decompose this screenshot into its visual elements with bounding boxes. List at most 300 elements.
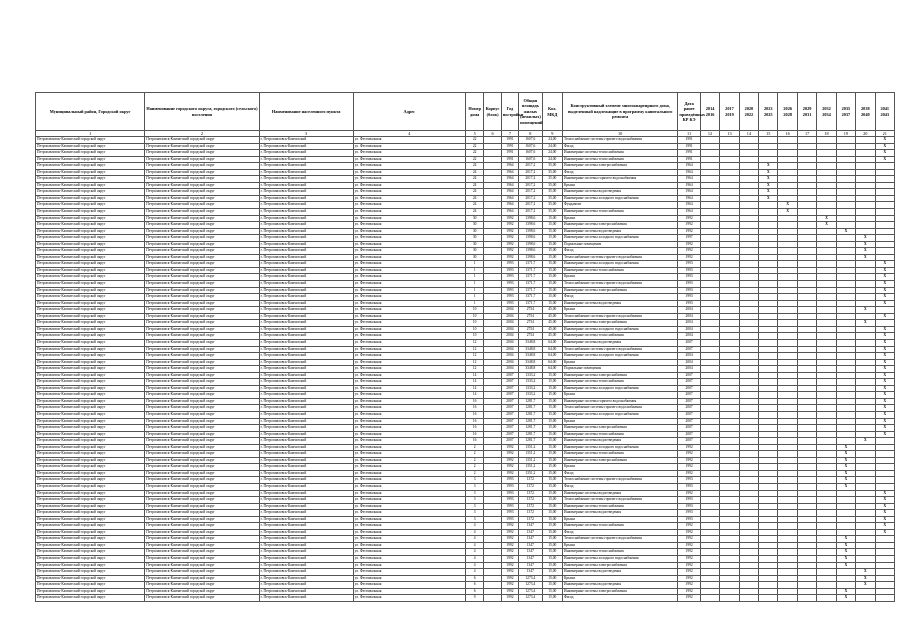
mkd-count-cell: 35,00 (542, 163, 562, 170)
prior-repair-cell: 1993 (678, 510, 700, 517)
settlement-cell: Петропавловск-Камчатский городской округ (145, 405, 259, 412)
prior-repair-cell: 1993 (678, 261, 700, 268)
settlement-cell: Петропавловск-Камчатский городской округ (145, 359, 259, 366)
mkd-count-cell: 15,00 (542, 595, 562, 602)
locality-cell: г. Петропавловск-Камчатский (259, 392, 353, 399)
prior-repair-cell: 2007 (678, 339, 700, 346)
mkd-count-cell: 35,00 (542, 189, 562, 196)
prior-repair-cell: 2007 (678, 405, 700, 412)
mkd-count-cell: 64,00 (542, 353, 562, 360)
district-cell: Петропавловск-Камчатский городской округ (36, 411, 145, 418)
settlement-cell: Петропавловск-Камчатский городской округ (145, 176, 259, 183)
column-header: Конструктивный элемент многоквартирного дома, выделенный надлежащие в программу капитального ремонта (562, 93, 677, 131)
build-year-cell: 1992 (501, 588, 518, 595)
build-year-cell: 1964 (501, 182, 518, 189)
area-cell: 1347 (519, 529, 542, 536)
area-cell: 1281,7 (519, 431, 542, 438)
locality-cell: г. Петропавловск-Камчатский (259, 385, 353, 392)
district-cell: Петропавловск-Камчатский городской округ (36, 307, 145, 314)
address-cell: ул. Фестивальная (353, 569, 465, 576)
district-cell: Петропавловск-Камчатский городской округ (36, 320, 145, 327)
period-mark-cell (759, 595, 778, 602)
element-cell: Инженерные системы холодного водоснабжения (562, 261, 677, 268)
prior-repair-cell: 2004 (678, 320, 700, 327)
house-number-cell: 12 (465, 366, 483, 373)
period-mark-cell: X (759, 195, 778, 202)
settlement-cell: Петропавловск-Камчатский городской округ (145, 215, 259, 222)
prior-repair-cell: 1992 (678, 451, 700, 458)
address-cell: ул. Фестивальная (353, 497, 465, 504)
mkd-count-cell: 15,00 (542, 483, 562, 490)
prior-repair-cell: 1993 (678, 281, 700, 288)
element-cell: Инженерные системы теплоснабжения (562, 379, 677, 386)
area-cell: 1333,2 (519, 372, 542, 379)
area-cell: 3348,8 (519, 346, 542, 353)
build-year-cell: 1964 (501, 195, 518, 202)
locality-cell: г. Петропавловск-Камчатский (259, 313, 353, 320)
house-number-cell: 1 (465, 267, 483, 274)
address-cell: ул. Фестивальная (353, 248, 465, 255)
settlement-cell: Петропавловск-Камчатский городской округ (145, 418, 259, 425)
period-mark-cell: X (856, 248, 875, 255)
locality-cell: г. Петропавловск-Камчатский (259, 510, 353, 517)
element-cell: Инженерные системы холодного водоснабжения (562, 411, 677, 418)
settlement-cell: Петропавловск-Камчатский городской округ (145, 156, 259, 163)
build-year-cell: 1991 (501, 143, 518, 150)
build-year-cell: 1992 (501, 451, 518, 458)
district-cell: Петропавловск-Камчатский городской округ (36, 562, 145, 569)
settlement-cell: Петропавловск-Камчатский городской округ (145, 372, 259, 379)
period-mark-cell: X (836, 588, 855, 595)
district-cell: Петропавловск-Камчатский городской округ (36, 222, 145, 229)
mkd-count-cell: 15,00 (542, 405, 562, 412)
area-cell: 1371,7 (519, 300, 542, 307)
district-cell: Петропавловск-Камчатский городской округ (36, 339, 145, 346)
address-cell: ул. Фестивальная (353, 398, 465, 405)
element-cell: Крыша (562, 464, 677, 471)
mkd-count-cell: 35,00 (542, 202, 562, 209)
house-number-cell: 30 (465, 215, 483, 222)
area-cell: 2754 (519, 313, 542, 320)
house-number-cell: 6 (465, 588, 483, 595)
build-year-cell: 1964 (501, 189, 518, 196)
address-cell: ул. Фестивальная (353, 503, 465, 510)
house-number-cell: 12 (465, 359, 483, 366)
house-number-cell: 10 (465, 326, 483, 333)
period-mark-cell: X (875, 366, 894, 373)
mkd-count-cell: 15,00 (542, 281, 562, 288)
house-number-cell: 2 (465, 470, 483, 477)
period-mark-cell (817, 595, 836, 602)
prior-repair-cell: 1992 (678, 542, 700, 549)
prior-repair-cell: 1993 (678, 300, 700, 307)
address-cell: ул. Фестивальная (353, 228, 465, 235)
area-cell: 1273,4 (519, 595, 542, 602)
house-number-cell: 24 (465, 189, 483, 196)
locality-cell: г. Петропавловск-Камчатский (259, 523, 353, 530)
settlement-cell: Петропавловск-Камчатский городской округ (145, 346, 259, 353)
mkd-count-cell: 64,00 (542, 346, 562, 353)
district-cell: Петропавловск-Камчатский городской округ (36, 549, 145, 556)
district-cell: Петропавловск-Камчатский городской округ (36, 425, 145, 432)
build-year-cell: 1993 (501, 477, 518, 484)
address-cell: ул. Фестивальная (353, 464, 465, 471)
address-cell: ул. Фестивальная (353, 490, 465, 497)
address-cell: ул. Фестивальная (353, 346, 465, 353)
district-cell: Петропавловск-Камчатский городской округ (36, 215, 145, 222)
address-cell: ул. Фестивальная (353, 300, 465, 307)
element-cell: Крыша (562, 359, 677, 366)
mkd-count-cell: 15,00 (542, 464, 562, 471)
address-cell: ул. Фестивальная (353, 320, 465, 327)
house-number-cell: 4 (465, 529, 483, 536)
district-cell: Петропавловск-Камчатский городской округ (36, 202, 145, 209)
mkd-count-cell: 15,00 (542, 457, 562, 464)
column-number: 16 (778, 131, 797, 137)
column-number: 20 (856, 131, 875, 137)
period-mark-cell: X (836, 483, 855, 490)
prior-repair-cell: 2004 (678, 326, 700, 333)
district-cell: Петропавловск-Камчатский городской округ (36, 182, 145, 189)
element-cell: Теплоснабжение системы горячего водоснабжения (562, 536, 677, 543)
house-number-cell: 14 (465, 385, 483, 392)
area-cell: 1398,6 (519, 241, 542, 248)
settlement-cell: Петропавловск-Камчатский городской округ (145, 483, 259, 490)
address-cell: ул. Фестивальная (353, 372, 465, 379)
element-cell: Инженерные системы водоотведения (562, 490, 677, 497)
mkd-count-cell: 35,00 (542, 169, 562, 176)
period-mark-cell: X (856, 582, 875, 589)
house-number-cell: 3 (465, 483, 483, 490)
house-number-cell: 4 (465, 536, 483, 543)
district-cell: Петропавловск-Камчатский городской округ (36, 575, 145, 582)
district-cell: Петропавловск-Камчатский городской округ (36, 313, 145, 320)
prior-repair-cell: 2007 (678, 425, 700, 432)
build-year-cell: 2007 (501, 418, 518, 425)
mkd-count-cell: 35,00 (542, 195, 562, 202)
locality-cell: г. Петропавловск-Камчатский (259, 503, 353, 510)
settlement-cell: Петропавловск-Камчатский городской округ (145, 267, 259, 274)
locality-cell: г. Петропавловск-Камчатский (259, 281, 353, 288)
element-cell: Инженерные системы водоотведения (562, 300, 677, 307)
element-cell: Фасад (562, 529, 677, 536)
house-number-cell: 1 (465, 300, 483, 307)
district-cell: Петропавловск-Камчатский городской округ (36, 150, 145, 157)
prior-repair-cell: 1992 (678, 595, 700, 602)
area-cell: 1273,4 (519, 582, 542, 589)
table-body (36, 137, 895, 602)
column-header: 2032 2034 (817, 93, 836, 131)
area-cell: 1372 (519, 497, 542, 504)
address-cell: ул. Фестивальная (353, 333, 465, 340)
period-mark-cell: X (836, 536, 855, 543)
house-number-cell: 3 (465, 516, 483, 523)
area-cell: 1398,6 (519, 222, 542, 229)
mkd-count-cell: 45,00 (542, 326, 562, 333)
settlement-cell: Петропавловск-Камчатский городской округ (145, 398, 259, 405)
district-cell: Петропавловск-Камчатский городской округ (36, 444, 145, 451)
element-cell: Инженерные системы теплоснабжения (562, 451, 677, 458)
house-number-cell: 14 (465, 372, 483, 379)
build-year-cell: 1992 (501, 215, 518, 222)
element-cell: Крыша (562, 542, 677, 549)
district-cell: Петропавловск-Камчатский городской округ (36, 457, 145, 464)
build-year-cell: 1993 (501, 294, 518, 301)
element-cell: Крыша (562, 418, 677, 425)
area-cell: 1281,7 (519, 398, 542, 405)
column-header: 2041 2043 (875, 93, 894, 131)
settlement-cell: Петропавловск-Камчатский городской округ (145, 425, 259, 432)
district-cell: Петропавловск-Камчатский городской округ (36, 582, 145, 589)
prior-repair-cell: 1993 (678, 483, 700, 490)
prior-repair-cell: 2004 (678, 359, 700, 366)
area-cell: 1281,7 (519, 425, 542, 432)
settlement-cell: Петропавловск-Камчатский городской округ (145, 536, 259, 543)
settlement-cell: Петропавловск-Камчатский городской округ (145, 195, 259, 202)
area-cell: 1607,6 (519, 150, 542, 157)
area-cell: 2017,2 (519, 209, 542, 216)
district-cell: Петропавловск-Камчатский городской округ (36, 143, 145, 150)
address-cell: ул. Фестивальная (353, 222, 465, 229)
mkd-count-cell: 15,00 (542, 575, 562, 582)
settlement-cell: Петропавловск-Камчатский городской округ (145, 529, 259, 536)
build-year-cell: 1992 (501, 228, 518, 235)
settlement-cell: Петропавловск-Камчатский городской округ (145, 470, 259, 477)
settlement-cell: Петропавловск-Камчатский городской округ (145, 222, 259, 229)
build-year-cell: 1992 (501, 529, 518, 536)
element-cell: Крыша (562, 182, 677, 189)
district-cell: Петропавловск-Камчатский городской округ (36, 516, 145, 523)
build-year-cell: 1964 (501, 209, 518, 216)
prior-repair-cell: 1992 (678, 215, 700, 222)
settlement-cell: Петропавловск-Камчатский городской округ (145, 497, 259, 504)
district-cell: Петропавловск-Камчатский городской округ (36, 294, 145, 301)
house-number-cell: 16 (465, 398, 483, 405)
period-mark-cell: X (856, 307, 875, 314)
period-mark-cell: X (875, 490, 894, 497)
locality-cell: г. Петропавловск-Камчатский (259, 254, 353, 261)
area-cell: 1371,7 (519, 267, 542, 274)
district-cell: Петропавловск-Камчатский городской округ (36, 300, 145, 307)
address-cell: ул. Фестивальная (353, 379, 465, 386)
area-cell: 2754 (519, 326, 542, 333)
mkd-count-cell: 35,00 (542, 182, 562, 189)
settlement-cell: Петропавловск-Камчатский городской округ (145, 457, 259, 464)
build-year-cell: 2007 (501, 405, 518, 412)
prior-repair-cell: 1991 (678, 150, 700, 157)
mkd-count-cell: 15,00 (542, 274, 562, 281)
element-cell: Инженерные системы электроснабжения (562, 320, 677, 327)
element-cell: Инженерные системы горячего водоснабжения (562, 398, 677, 405)
mkd-count-cell: 24,00 (542, 137, 562, 144)
prior-repair-cell: 2004 (678, 307, 700, 314)
element-cell: Инженерные системы теплоснабжения (562, 549, 677, 556)
area-cell: 2017,2 (519, 195, 542, 202)
locality-cell: г. Петропавловск-Камчатский (259, 248, 353, 255)
district-cell: Петропавловск-Камчатский городской округ (36, 398, 145, 405)
locality-cell: г. Петропавловск-Камчатский (259, 595, 353, 602)
column-number: 6 (484, 131, 501, 137)
locality-cell: г. Петропавловск-Камчатский (259, 477, 353, 484)
settlement-cell: Петропавловск-Камчатский городской округ (145, 150, 259, 157)
column-header: 2035 2037 (836, 93, 855, 131)
column-header: 2026 2028 (778, 93, 797, 131)
house-number-cell: 3 (465, 503, 483, 510)
build-year-cell: 2007 (501, 379, 518, 386)
period-mark-cell (797, 595, 816, 602)
period-mark-cell: X (817, 222, 836, 229)
house-number-cell: 24 (465, 202, 483, 209)
build-year-cell: 1992 (501, 248, 518, 255)
house-number-cell: 24 (465, 169, 483, 176)
settlement-cell: Петропавловск-Камчатский городской округ (145, 169, 259, 176)
element-cell: Инженерные системы водоотведения (562, 582, 677, 589)
house-number-cell: 3 (465, 490, 483, 497)
mkd-count-cell: 15,00 (542, 254, 562, 261)
prior-repair-cell: 1992 (678, 254, 700, 261)
mkd-count-cell: 45,00 (542, 333, 562, 340)
locality-cell: г. Петропавловск-Камчатский (259, 425, 353, 432)
district-cell: Петропавловск-Камчатский городской округ (36, 156, 145, 163)
prior-repair-cell: 2004 (678, 366, 700, 373)
area-cell: 1281,7 (519, 418, 542, 425)
settlement-cell: Петропавловск-Камчатский городской округ (145, 503, 259, 510)
settlement-cell: Петропавловск-Камчатский городской округ (145, 313, 259, 320)
house-number-cell: 1 (465, 261, 483, 268)
district-cell: Петропавловск-Камчатский городской округ (36, 529, 145, 536)
settlement-cell: Петропавловск-Камчатский городской округ (145, 451, 259, 458)
locality-cell: г. Петропавловск-Камчатский (259, 333, 353, 340)
locality-cell: г. Петропавловск-Камчатский (259, 169, 353, 176)
address-cell: ул. Фестивальная (353, 169, 465, 176)
district-cell: Петропавловск-Камчатский городской округ (36, 523, 145, 530)
mkd-count-cell: 15,00 (542, 556, 562, 563)
period-mark-cell: X (836, 451, 855, 458)
build-year-cell: 1991 (501, 137, 518, 144)
house-number-cell: 24 (465, 176, 483, 183)
column-header: 2023 2025 (759, 93, 778, 131)
house-number-cell: 16 (465, 431, 483, 438)
period-mark-cell: X (836, 444, 855, 451)
district-cell: Петропавловск-Камчатский городской округ (36, 359, 145, 366)
period-mark-cell: X (856, 235, 875, 242)
build-year-cell: 1992 (501, 569, 518, 576)
locality-cell: г. Петропавловск-Камчатский (259, 588, 353, 595)
address-cell: ул. Фестивальная (353, 523, 465, 530)
period-mark-cell (875, 595, 894, 602)
build-year-cell: 1992 (501, 254, 518, 261)
house-number-cell: 2 (465, 444, 483, 451)
element-cell: Инженерные системы электроснабжения (562, 222, 677, 229)
district-cell: Петропавловск-Камчатский городской округ (36, 536, 145, 543)
locality-cell: г. Петропавловск-Камчатский (259, 431, 353, 438)
locality-cell: г. Петропавловск-Камчатский (259, 182, 353, 189)
build-year-cell: 1993 (501, 261, 518, 268)
build-year-cell: 2007 (501, 431, 518, 438)
column-header: Дата ранее проведённых КР КЭ (678, 93, 700, 131)
mkd-count-cell: 15,00 (542, 510, 562, 517)
period-mark-cell: X (875, 294, 894, 301)
mkd-count-cell: 15,00 (542, 516, 562, 523)
locality-cell: г. Петропавловск-Камчатский (259, 536, 353, 543)
build-year-cell: 1992 (501, 222, 518, 229)
locality-cell: г. Петропавловск-Камчатский (259, 562, 353, 569)
element-cell: Фасад (562, 294, 677, 301)
settlement-cell: Петропавловск-Камчатский городской округ (145, 261, 259, 268)
period-mark-cell: X (875, 353, 894, 360)
period-mark-cell: X (856, 569, 875, 576)
element-cell: Инженерные системы теплоснабжения (562, 209, 677, 216)
element-cell: Крыша (562, 575, 677, 582)
house-number-cell: 22 (465, 156, 483, 163)
district-cell: Петропавловск-Камчатский городской округ (36, 346, 145, 353)
address-cell: ул. Фестивальная (353, 137, 465, 144)
mkd-count-cell: 15,00 (542, 267, 562, 274)
house-number-cell: 24 (465, 182, 483, 189)
area-cell: 1372 (519, 503, 542, 510)
element-cell: Инженерные системы электроснабжения (562, 562, 677, 569)
element-cell: Фундамент (562, 202, 677, 209)
area-cell: 1347 (519, 549, 542, 556)
area-cell: 1372 (519, 477, 542, 484)
area-cell: 1398,6 (519, 235, 542, 242)
column-number: 10 (562, 131, 677, 137)
area-cell: 1347 (519, 536, 542, 543)
area-cell: 1333,2 (519, 379, 542, 386)
settlement-cell: Петропавловск-Камчатский городской округ (145, 339, 259, 346)
period-mark-cell: X (875, 405, 894, 412)
house-number-cell: 24 (465, 195, 483, 202)
build-year-cell: 1992 (501, 595, 518, 602)
locality-cell: г. Петропавловск-Камчатский (259, 405, 353, 412)
settlement-cell: Петропавловск-Камчатский городской округ (145, 241, 259, 248)
element-cell: Инженерные системы водоотведения (562, 228, 677, 235)
column-number: 3 (259, 131, 353, 137)
locality-cell: г. Петропавловск-Камчатский (259, 189, 353, 196)
mkd-count-cell: 15,00 (542, 438, 562, 445)
prior-repair-cell: 2007 (678, 398, 700, 405)
area-cell: 1351,2 (519, 444, 542, 451)
locality-cell: г. Петропавловск-Камчатский (259, 241, 353, 248)
settlement-cell: Петропавловск-Камчатский городской округ (145, 307, 259, 314)
element-cell: Подвальные помещения (562, 366, 677, 373)
settlement-cell: Петропавловск-Камчатский городской округ (145, 202, 259, 209)
locality-cell: г. Петропавловск-Камчатский (259, 418, 353, 425)
prior-repair-cell: 1991 (678, 156, 700, 163)
period-mark-cell: X (875, 156, 894, 163)
district-cell: Петропавловск-Камчатский городской округ (36, 477, 145, 484)
locality-cell: г. Петропавловск-Камчатский (259, 267, 353, 274)
period-mark-cell: X (875, 267, 894, 274)
address-cell: ул. Фестивальная (353, 425, 465, 432)
area-cell: 1371,7 (519, 281, 542, 288)
locality-cell: г. Петропавловск-Камчатский (259, 366, 353, 373)
locality-cell: г. Петропавловск-Камчатский (259, 359, 353, 366)
address-cell: ул. Фестивальная (353, 189, 465, 196)
period-mark-cell: X (875, 339, 894, 346)
house-number-cell: 4 (465, 569, 483, 576)
prior-repair-cell: 1993 (678, 294, 700, 301)
district-cell: Петропавловск-Камчатский городской округ (36, 418, 145, 425)
address-cell: ул. Фестивальная (353, 307, 465, 314)
prior-repair-cell: 1992 (678, 588, 700, 595)
element-cell: Теплоснабжение системы горячего водоснабжения (562, 346, 677, 353)
address-cell: ул. Фестивальная (353, 359, 465, 366)
locality-cell: г. Петропавловск-Камчатский (259, 529, 353, 536)
element-cell: Фасад (562, 169, 677, 176)
address-cell: ул. Фестивальная (353, 411, 465, 418)
prior-repair-cell: 1992 (678, 529, 700, 536)
